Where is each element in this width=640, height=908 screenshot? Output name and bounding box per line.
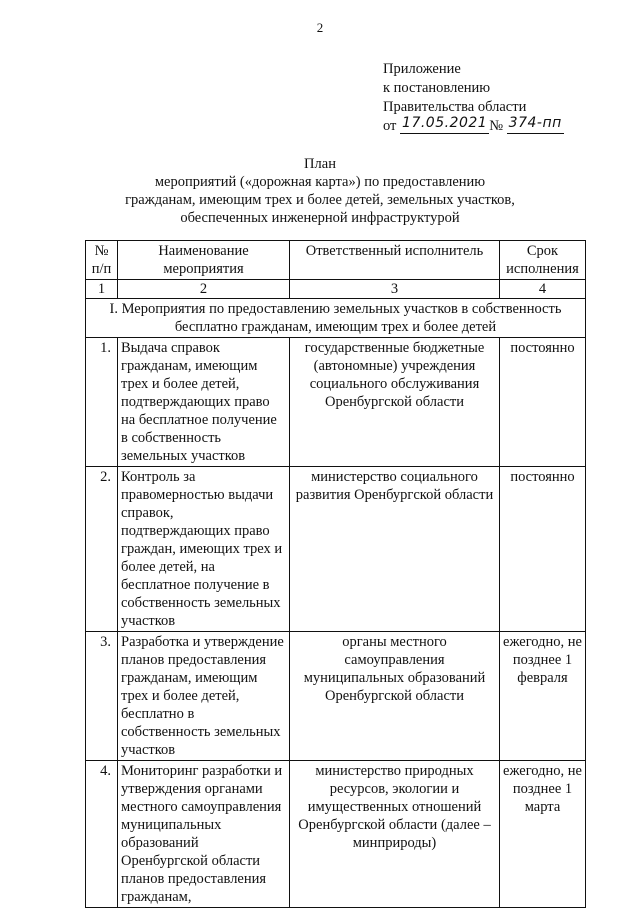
row-name: Мониторинг разработки и утверждения органами местного самоуправления муниципальных образований Оренбургской области планов предоставления гражданам, [118,761,290,908]
row-executor: министерство природных ресурсов, экологии и имущественных отношений Оренбургской области (далее – минприроды) [290,761,500,908]
section-row [86,299,586,338]
table-header-row [86,241,586,280]
index-cell: 4 [500,280,586,299]
index-cell: 1 [86,280,118,299]
number-field [507,115,564,134]
title-line-1: План [304,156,336,172]
date-prefix: от [383,118,397,134]
row-term: ежегодно, не позднее 1 марта [500,761,586,908]
roadmap-table [85,240,586,908]
document-title [0,155,640,227]
header-name: Наименование мероприятия [118,241,290,280]
header-num: № п/п [86,241,118,280]
header-executor: Ответственный исполнитель [290,241,500,280]
header-term: Срок исполнения [500,241,586,280]
row-name: Контроль за правомерностью выдачи справок, подтверждающих право граждан, имеющих трех и более детей, на бесплатное получение в собственность земельных участков [118,467,290,632]
handwritten-date: 17.05.2021 [402,115,488,131]
number-sign: № [489,118,504,134]
row-name: Выдача справок гражданам, имеющим трех и более детей, подтверждающих право на бесплатное получение в собственность земельных участков [118,338,290,467]
row-num: 3. [86,632,118,761]
title-line-4: обеспеченных инженерной инфраструктурой [180,210,460,226]
row-executor: органы местного самоуправления муниципальных образований Оренбургской области [290,632,500,761]
table-row [86,761,586,908]
row-name: Разработка и утверждение планов предоставления гражданам, имеющим трех и более детей, бесплатно в собственность земельных участков [118,632,290,761]
row-executor: министерство социального развития Оренбургской области [290,467,500,632]
appendix-date-line [383,117,564,136]
row-num: 4. [86,761,118,908]
table-row [86,632,586,761]
appendix-line-2: к постановлению [383,80,491,96]
title-line-2: мероприятий («дорожная карта») по предоставлению [154,174,486,190]
title-line-3: гражданам, имеющим трех и более детей, земельных участков, [125,192,515,208]
row-num: 1. [86,338,118,467]
row-term: постоянно [500,467,586,632]
index-cell: 2 [118,280,290,299]
table-row [86,467,586,632]
column-index-row [86,280,586,299]
appendix-block [383,60,564,136]
row-num: 2. [86,467,118,632]
appendix-line-3: Правительства области [383,99,527,115]
table-row [86,338,586,467]
handwritten-number: 374-пп [508,115,562,131]
index-cell: 3 [290,280,500,299]
date-field [400,115,489,134]
section-title: I. Мероприятия по предоставлению земельных участков в собственность бесплатно гражданам, имеющим трех и более детей [86,299,586,338]
appendix-line-1: Приложение [383,61,461,77]
row-executor: государственные бюджетные (автономные) учреждения социального обслуживания Оренбургской области [290,338,500,467]
row-term: ежегодно, не позднее 1 февраля [500,632,586,761]
page-number: 2 [316,20,324,35]
row-term: постоянно [500,338,586,467]
